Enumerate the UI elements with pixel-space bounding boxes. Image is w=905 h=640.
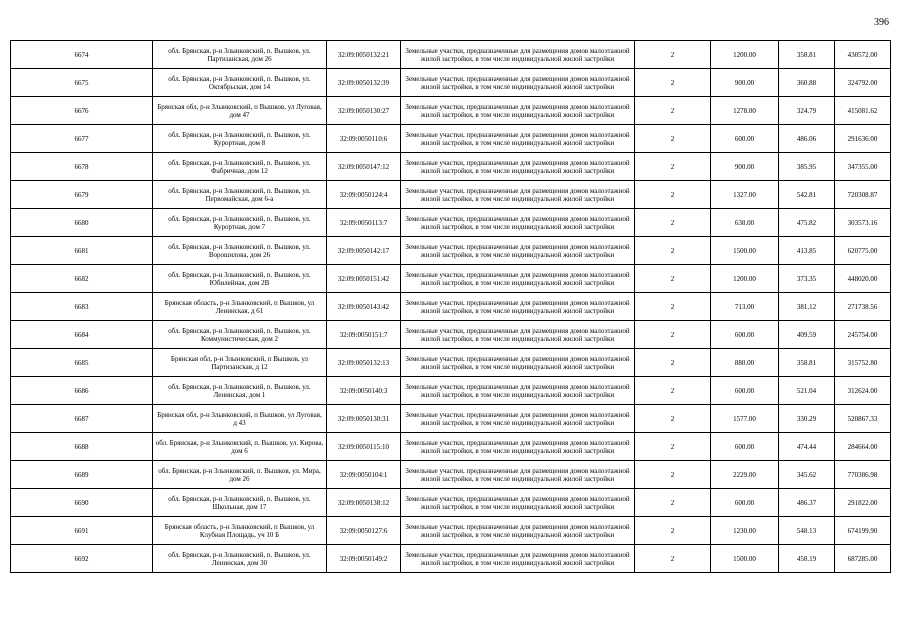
address-cell: обл. Брянская, р-н Злынковский, п. Вышков, ул. Мира, дом 26 xyxy=(153,461,327,489)
row-number: 6679 xyxy=(11,181,153,209)
group-cell: 2 xyxy=(635,209,711,237)
land-use-cell: Земельные участки, предназначенные для размещения домов малоэтажной жилой застройки, в том числе индивидуальной жилой застройки xyxy=(401,41,635,69)
group-cell: 2 xyxy=(635,377,711,405)
row-number: 6676 xyxy=(11,97,153,125)
area-cell: 880.00 xyxy=(711,349,779,377)
cadastral-value-cell: 347355.00 xyxy=(835,153,891,181)
address-cell: Брянская область, р-н Злынковский, п Вышков, ул Клубная Площадь, уч 10 Б xyxy=(153,517,327,545)
table-row xyxy=(11,349,891,377)
address-cell: обл. Брянская, р-н Злынковский, п. Вышков, ул. Юбилейная, дом 2В xyxy=(153,265,327,293)
group-cell: 2 xyxy=(635,433,711,461)
group-cell: 2 xyxy=(635,461,711,489)
table-body xyxy=(11,41,891,573)
address-cell: обл. Брянская, р-н Злынковский, п. Вышков, ул. Ворошилова, дом 26 xyxy=(153,237,327,265)
area-cell: 1500.00 xyxy=(711,237,779,265)
cadastral-value-cell: 245754.00 xyxy=(835,321,891,349)
land-registry-table xyxy=(10,40,891,573)
row-number: 6685 xyxy=(11,349,153,377)
table-row xyxy=(11,405,891,433)
cadastral-value-cell: 271738.56 xyxy=(835,293,891,321)
specific-value-cell: 360.88 xyxy=(779,69,835,97)
cadastral-number-cell: 32:09:0050142:17 xyxy=(327,237,401,265)
cadastral-number-cell: 32:09:0050130:27 xyxy=(327,97,401,125)
area-cell: 1327.00 xyxy=(711,181,779,209)
land-use-cell: Земельные участки, предназначенные для размещения домов малоэтажной жилой застройки, в том числе индивидуальной жилой застройки xyxy=(401,69,635,97)
cadastral-value-cell: 303573.16 xyxy=(835,209,891,237)
cadastral-number-cell: 32:09:0050151:42 xyxy=(327,265,401,293)
specific-value-cell: 486.37 xyxy=(779,489,835,517)
cadastral-number-cell: 32:09:0050115:10 xyxy=(327,433,401,461)
group-cell: 2 xyxy=(635,349,711,377)
cadastral-value-cell: 674199.90 xyxy=(835,517,891,545)
area-cell: 1278.00 xyxy=(711,97,779,125)
specific-value-cell: 475.82 xyxy=(779,209,835,237)
address-cell: обл. Брянская, р-н Злынковский, п. Вышков, ул. Коммунистическая, дом 2 xyxy=(153,321,327,349)
specific-value-cell: 373.35 xyxy=(779,265,835,293)
area-cell: 713.00 xyxy=(711,293,779,321)
cadastral-number-cell: 32:09:0050151:7 xyxy=(327,321,401,349)
address-cell: обл. Брянская, р-н Злынковский, п. Вышков, ул. Курортная, дом 8 xyxy=(153,125,327,153)
cadastral-value-cell: 770386.98 xyxy=(835,461,891,489)
address-cell: обл. Брянская, р-н Злынковский, п. Вышков, ул. Октябрьская, дом 14 xyxy=(153,69,327,97)
address-cell: Брянская обл, р-н Злынковский, п Вышков, ул Партизанская, д 12 xyxy=(153,349,327,377)
land-use-cell: Земельные участки, предназначенные для размещения домов малоэтажной жилой застройки, в том числе индивидуальной жилой застройки xyxy=(401,545,635,573)
land-use-cell: Земельные участки, предназначенные для размещения домов малоэтажной жилой застройки, в том числе индивидуальной жилой застройки xyxy=(401,293,635,321)
row-number: 6690 xyxy=(11,489,153,517)
group-cell: 2 xyxy=(635,181,711,209)
land-use-cell: Земельные участки, предназначенные для размещения домов малоэтажной жилой застройки, в том числе индивидуальной жилой застройки xyxy=(401,153,635,181)
land-use-cell: Земельные участки, предназначенные для размещения домов малоэтажной жилой застройки, в том числе индивидуальной жилой застройки xyxy=(401,209,635,237)
specific-value-cell: 385.95 xyxy=(779,153,835,181)
table-row xyxy=(11,517,891,545)
cadastral-number-cell: 32:09:0050149:2 xyxy=(327,545,401,573)
cadastral-value-cell: 415081.62 xyxy=(835,97,891,125)
specific-value-cell: 474.44 xyxy=(779,433,835,461)
area-cell: 1200.00 xyxy=(711,265,779,293)
land-use-cell: Земельные участки, предназначенные для размещения домов малоэтажной жилой застройки, в том числе индивидуальной жилой застройки xyxy=(401,517,635,545)
group-cell: 2 xyxy=(635,97,711,125)
area-cell: 900.00 xyxy=(711,153,779,181)
row-number: 6691 xyxy=(11,517,153,545)
address-cell: обл. Брянская, р-н Злынковский, п. Вышков, ул. Первомайская, дом 6-а xyxy=(153,181,327,209)
row-number: 6687 xyxy=(11,405,153,433)
group-cell: 2 xyxy=(635,321,711,349)
address-cell: Брянская обл, р-н Злынковский, п Вышков, ул Луговая, дом 47 xyxy=(153,97,327,125)
row-number: 6688 xyxy=(11,433,153,461)
specific-value-cell: 548.13 xyxy=(779,517,835,545)
cadastral-value-cell: 312624.00 xyxy=(835,377,891,405)
cadastral-value-cell: 620775.00 xyxy=(835,237,891,265)
address-cell: обл. Брянская, р-н Злынковский, п. Вышков, ул. Фабричная, дом 12 xyxy=(153,153,327,181)
specific-value-cell: 413.85 xyxy=(779,237,835,265)
table-row xyxy=(11,433,891,461)
group-cell: 2 xyxy=(635,41,711,69)
table-row xyxy=(11,489,891,517)
area-cell: 1230.00 xyxy=(711,517,779,545)
group-cell: 2 xyxy=(635,265,711,293)
land-use-cell: Земельные участки, предназначенные для размещения домов малоэтажной жилой застройки, в том числе индивидуальной жилой застройки xyxy=(401,181,635,209)
specific-value-cell: 330.29 xyxy=(779,405,835,433)
cadastral-number-cell: 32:09:0050138:12 xyxy=(327,489,401,517)
group-cell: 2 xyxy=(635,237,711,265)
table-row xyxy=(11,69,891,97)
cadastral-number-cell: 32:09:0050113:7 xyxy=(327,209,401,237)
cadastral-value-cell: 291636.00 xyxy=(835,125,891,153)
group-cell: 2 xyxy=(635,405,711,433)
land-use-cell: Земельные участки, предназначенные для размещения домов малоэтажной жилой застройки, в том числе индивидуальной жилой застройки xyxy=(401,349,635,377)
specific-value-cell: 458.19 xyxy=(779,545,835,573)
area-cell: 600.00 xyxy=(711,321,779,349)
row-number: 6686 xyxy=(11,377,153,405)
cadastral-number-cell: 32:09:0050132:21 xyxy=(327,41,401,69)
group-cell: 2 xyxy=(635,489,711,517)
specific-value-cell: 542.81 xyxy=(779,181,835,209)
area-cell: 600.00 xyxy=(711,377,779,405)
cadastral-number-cell: 32:09:0050124:4 xyxy=(327,181,401,209)
specific-value-cell: 486.06 xyxy=(779,125,835,153)
table-row xyxy=(11,377,891,405)
group-cell: 2 xyxy=(635,545,711,573)
group-cell: 2 xyxy=(635,69,711,97)
table-row xyxy=(11,181,891,209)
row-number: 6680 xyxy=(11,209,153,237)
cadastral-number-cell: 32:09:0050143:42 xyxy=(327,293,401,321)
cadastral-number-cell: 32:09:0050132:39 xyxy=(327,69,401,97)
area-cell: 1200.00 xyxy=(711,41,779,69)
address-cell: обл. Брянская, р-н Злынковский, п. Вышков, ул. Ленинская, дом 30 xyxy=(153,545,327,573)
group-cell: 2 xyxy=(635,293,711,321)
address-cell: обл. Брянская, р-н Злынковский, п. Вышков, ул. Курортная, дом 7 xyxy=(153,209,327,237)
table-row xyxy=(11,97,891,125)
address-cell: обл. Брянская, р-н Злынковский, п. Вышков, ул. Партизанская, дом 26 xyxy=(153,41,327,69)
land-use-cell: Земельные участки, предназначенные для размещения домов малоэтажной жилой застройки, в том числе индивидуальной жилой застройки xyxy=(401,489,635,517)
row-number: 6683 xyxy=(11,293,153,321)
row-number: 6677 xyxy=(11,125,153,153)
cadastral-number-cell: 32:09:0050132:13 xyxy=(327,349,401,377)
table-row xyxy=(11,545,891,573)
row-number: 6674 xyxy=(11,41,153,69)
specific-value-cell: 358.81 xyxy=(779,349,835,377)
area-cell: 1577.00 xyxy=(711,405,779,433)
address-cell: обл. Брянская, р-н Злынковский, п. Вышков, ул. Школьная, дом 17 xyxy=(153,489,327,517)
cadastral-value-cell: 291822.00 xyxy=(835,489,891,517)
cadastral-value-cell: 520867.33 xyxy=(835,405,891,433)
group-cell: 2 xyxy=(635,153,711,181)
group-cell: 2 xyxy=(635,517,711,545)
cadastral-value-cell: 430572.00 xyxy=(835,41,891,69)
row-number: 6689 xyxy=(11,461,153,489)
cadastral-number-cell: 32:09:0050127:6 xyxy=(327,517,401,545)
row-number: 6682 xyxy=(11,265,153,293)
land-use-cell: Земельные участки, предназначенные для размещения домов малоэтажной жилой застройки, в том числе индивидуальной жилой застройки xyxy=(401,433,635,461)
land-use-cell: Земельные участки, предназначенные для размещения домов малоэтажной жилой застройки, в том числе индивидуальной жилой застройки xyxy=(401,321,635,349)
table-row xyxy=(11,237,891,265)
address-cell: обл. Брянская, р-н Злынковский, п. Вышков, ул. Кирова, дом 6 xyxy=(153,433,327,461)
cadastral-number-cell: 32:09:0050130:31 xyxy=(327,405,401,433)
cadastral-value-cell: 284664.00 xyxy=(835,433,891,461)
cadastral-value-cell: 720308.87 xyxy=(835,181,891,209)
area-cell: 600.00 xyxy=(711,125,779,153)
specific-value-cell: 409.59 xyxy=(779,321,835,349)
table-row xyxy=(11,265,891,293)
table-row xyxy=(11,293,891,321)
area-cell: 600.00 xyxy=(711,489,779,517)
cadastral-value-cell: 315752.80 xyxy=(835,349,891,377)
address-cell: обл. Брянская, р-н Злынковский, п. Вышков, ул. Ленинская, дом 1 xyxy=(153,377,327,405)
land-use-cell: Земельные участки, предназначенные для размещения домов малоэтажной жилой застройки, в том числе индивидуальной жилой застройки xyxy=(401,125,635,153)
land-use-cell: Земельные участки, предназначенные для размещения домов малоэтажной жилой застройки, в том числе индивидуальной жилой застройки xyxy=(401,461,635,489)
land-use-cell: Земельные участки, предназначенные для размещения домов малоэтажной жилой застройки, в том числе индивидуальной жилой застройки xyxy=(401,97,635,125)
specific-value-cell: 358.81 xyxy=(779,41,835,69)
area-cell: 600.00 xyxy=(711,433,779,461)
cadastral-value-cell: 448020.00 xyxy=(835,265,891,293)
row-number: 6692 xyxy=(11,545,153,573)
page-number: 396 xyxy=(874,17,889,28)
row-number: 6684 xyxy=(11,321,153,349)
address-cell: Брянская обл, р-н Злынковский, п Вышков, ул Луговая, д 43 xyxy=(153,405,327,433)
area-cell: 638.00 xyxy=(711,209,779,237)
specific-value-cell: 345.62 xyxy=(779,461,835,489)
cadastral-number-cell: 32:09:0050147:12 xyxy=(327,153,401,181)
cadastral-number-cell: 32:09:0050104:1 xyxy=(327,461,401,489)
cadastral-value-cell: 687285.00 xyxy=(835,545,891,573)
group-cell: 2 xyxy=(635,125,711,153)
table-row xyxy=(11,153,891,181)
table-row xyxy=(11,41,891,69)
area-cell: 1500.00 xyxy=(711,545,779,573)
table-row xyxy=(11,321,891,349)
row-number: 6678 xyxy=(11,153,153,181)
area-cell: 2229.00 xyxy=(711,461,779,489)
cadastral-value-cell: 324792.00 xyxy=(835,69,891,97)
land-use-cell: Земельные участки, предназначенные для размещения домов малоэтажной жилой застройки, в том числе индивидуальной жилой застройки xyxy=(401,377,635,405)
address-cell: Брянская область, р-н Злынковский, п Вышков, ул Ленинская, д 61 xyxy=(153,293,327,321)
area-cell: 900.00 xyxy=(711,69,779,97)
specific-value-cell: 324.79 xyxy=(779,97,835,125)
table-row xyxy=(11,209,891,237)
table-row xyxy=(11,461,891,489)
row-number: 6681 xyxy=(11,237,153,265)
land-use-cell: Земельные участки, предназначенные для размещения домов малоэтажной жилой застройки, в том числе индивидуальной жилой застройки xyxy=(401,405,635,433)
cadastral-number-cell: 32:09:0050110:6 xyxy=(327,125,401,153)
table-row xyxy=(11,125,891,153)
land-use-cell: Земельные участки, предназначенные для размещения домов малоэтажной жилой застройки, в том числе индивидуальной жилой застройки xyxy=(401,237,635,265)
cadastral-number-cell: 32:09:0050140:3 xyxy=(327,377,401,405)
row-number: 6675 xyxy=(11,69,153,97)
specific-value-cell: 521.04 xyxy=(779,377,835,405)
specific-value-cell: 381.12 xyxy=(779,293,835,321)
land-use-cell: Земельные участки, предназначенные для размещения домов малоэтажной жилой застройки, в том числе индивидуальной жилой застройки xyxy=(401,265,635,293)
